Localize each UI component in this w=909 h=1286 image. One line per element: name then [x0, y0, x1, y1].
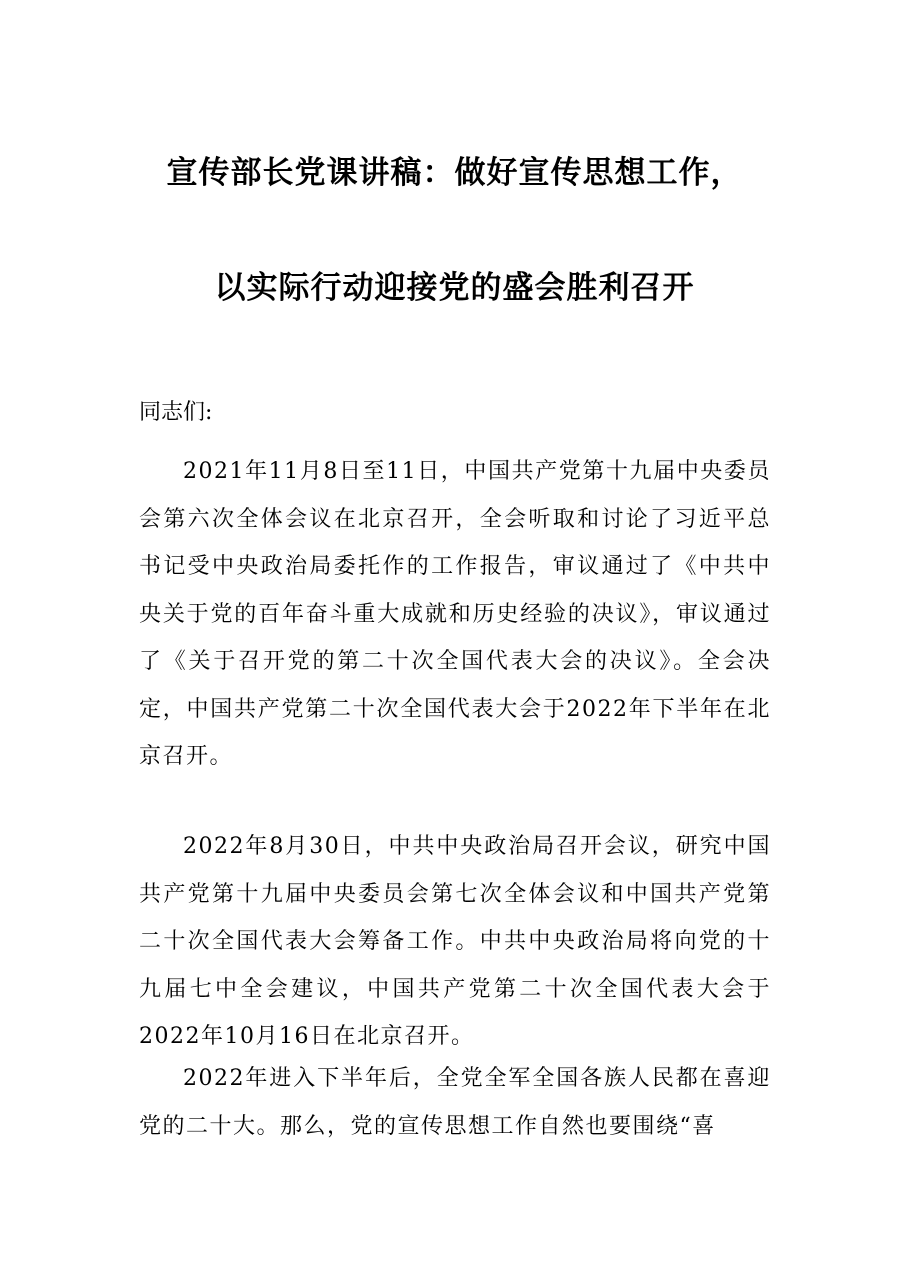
paragraph-2: 2022年8月30日，中共中央政治局召开会议，研究中国共产党第十九届中央委员会第七次全体会议和中国共产党第二十次全国代表大会筹备工作。中共中央政治局将向党的十九届七中全会建议，中国共产党第二十次全国代表大会于2022年10月16日在北京召开。 — [139, 834, 771, 1049]
paragraph-3: 2022年进入下半年后，全党全军全国各族人民都在喜迎党的二十大。那么，党的宣传思想工作自然也要围绕“喜 — [139, 1066, 771, 1139]
paragraph-1: 2021年11月8日至11日，中国共产党第十九届中央委员会第六次全体会议在北京召开，全会听取和讨论了习近平总书记受中央政治局委托作的工作报告，审议通过了《中共中央关于党的百年奋斗重大成就和历史经验的决议》，审议通过了《关于召开党的第二十次全国代表大会的决议》。全会决定，中国共产党第二十次全国代表大会于2022年下半年在北京召开。 — [139, 459, 771, 769]
salutation: 同志们: — [139, 400, 213, 425]
document-title-line-1: 宣传部长党课讲稿：做好宣传思想工作， — [166, 155, 743, 191]
document-title-line-2: 以实际行动迎接党的盛会胜利召开 — [214, 270, 695, 306]
